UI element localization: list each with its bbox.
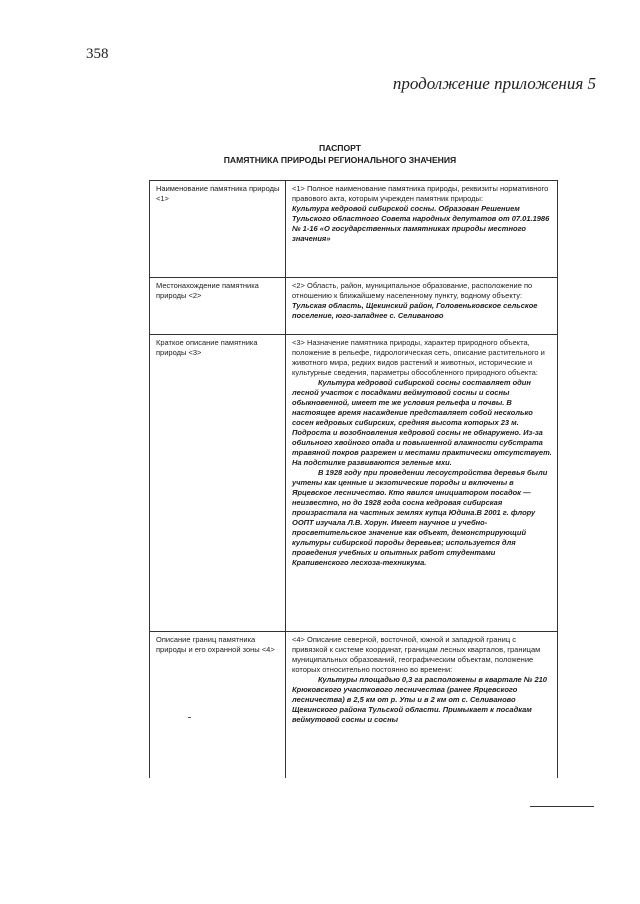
row-content bbox=[286, 335, 558, 632]
passport-table bbox=[149, 180, 558, 778]
row-label: Наименование памятника природы <1> bbox=[150, 181, 286, 278]
field-description: <4> Описание северной, восточной, южной и западной границ с привязкой к системе координат, границам лесных кварталов, границам муниципальных образований, географическим объектам, положение которых относительно постоянно во времени: bbox=[292, 635, 541, 674]
field-description: <2> Область, район, муниципальное образование, расположение по отношению к ближайшему населенному пункту, водному объекту: bbox=[292, 281, 533, 300]
field-value: Тульская область, Щекинский район, Головеньковское сельское поселение, юго-западнее с. Селиваново bbox=[292, 301, 538, 320]
field-value-history: В 1928 году при проведении лесоустройства деревья были учтены как ценные и экзотические породы и включены в Ярцевское лесничество. Кто явился инициатором посадок — неизвестно, но до 1928 года сосна кедровая сибирская произрастала на частных землях купца Юдина.В 2001 г. флору ООПТ изучала Л.В. Хорун. Имеет научное и учебно-просветительское значение как объект, демонстрирующий культуры сибирской породы деревьев; используется для проведения учебных и опытных работ студентами Крапивенского лесхоза-техникума. bbox=[292, 468, 548, 567]
row-content bbox=[286, 181, 558, 278]
title-line-monument: ПАМЯТНИКА ПРИРОДЫ РЕГИОНАЛЬНОГО ЗНАЧЕНИЯ bbox=[223, 155, 457, 165]
footnote-separator bbox=[530, 806, 594, 807]
row-label: Краткое описание памятника природы <3> bbox=[150, 335, 286, 632]
row-content bbox=[286, 632, 558, 779]
field-description: <3> Назначение памятника природы, характер природного объекта, положение в рельефе, гидрологическая сеть, описание растительного и животного мира, редких видов растений и животных, исторические и культурные сведения, параметры обособленного природного объекта: bbox=[292, 338, 545, 377]
field-value: Культура кедровой сибирской сосны. Образован Решением Тульского областного Совета народных депутатов от 07.01.1986 № 1-16 «О государственных памятниках природы местного значения» bbox=[292, 204, 550, 243]
table-row bbox=[150, 278, 558, 335]
row-content bbox=[286, 278, 558, 335]
table-row bbox=[150, 335, 558, 632]
field-description: <1> Полное наименование памятника природы, реквизиты нормативного правового акта, которым учрежден памятник природы: bbox=[292, 184, 549, 203]
field-value: Культура кедровой сибирской сосны составляет один лесной участок с посадками веймутовой сосны и сосны обыкновенной, имеет те же условия рельефа и почвы. В настоящее время насаждение представляет собой несколько сосен кедровых сибирских, средняя высота которых 23 м. Подроста и возобновления кедровой сосны не обнаружено. Из-за обильного хвойного опада и повышенной влажности субстрата травяной покров разрежен и местами практически отсутствует. На подстилке развиваются зеленые мхи. bbox=[292, 378, 552, 467]
table-row bbox=[150, 181, 558, 278]
row-label: Местонахождение памятника природы <2> bbox=[150, 278, 286, 335]
title-line-passport: ПАСПОРТ bbox=[318, 143, 362, 153]
page-number: 358 bbox=[86, 46, 109, 62]
appendix-continuation-heading: продолжение приложения 5 bbox=[392, 74, 596, 93]
document-title bbox=[180, 142, 500, 166]
field-value: Культуры площадью 0,3 га расположены в квартале № 210 Крюковского участкового лесничества (ранее Ярцевского лесничества) в 2,5 км от р. Упы и в 2 км от с. Селиваново Щекинского района Тульской области. Примыкает к посадкам веймутовой сосны и сосны bbox=[292, 675, 547, 724]
table-row bbox=[150, 632, 558, 779]
row-label: Описание границ памятника природы и его охранной зоны <4> bbox=[150, 632, 286, 779]
scan-speck bbox=[188, 717, 191, 718]
